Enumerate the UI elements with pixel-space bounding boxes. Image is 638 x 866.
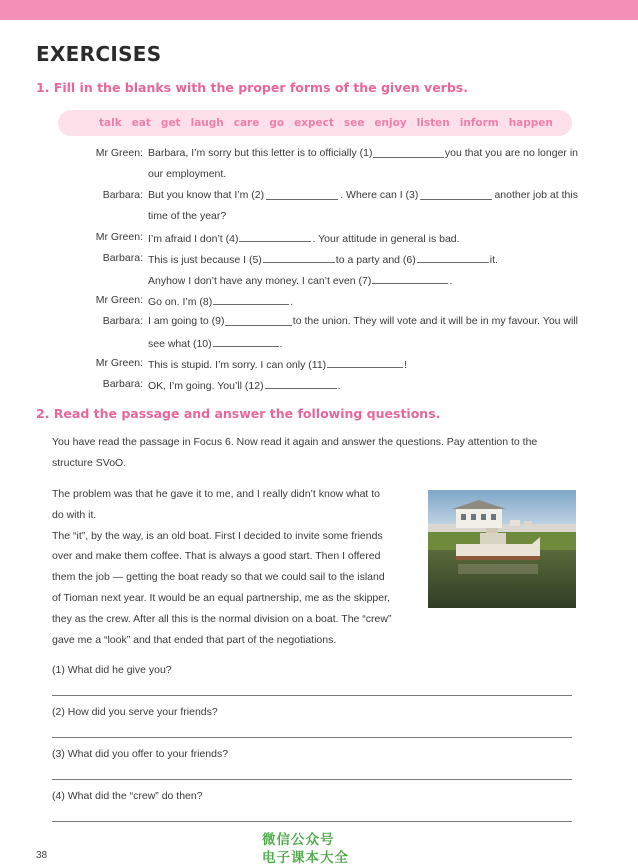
page-number: 38	[36, 850, 48, 861]
speaker-label: Barbara:	[102, 378, 143, 390]
text-segment: I’m afraid I don’t (4)	[148, 233, 239, 245]
dialogue-text	[148, 188, 578, 202]
speaker-label: Barbara:	[102, 252, 143, 264]
text-segment: .	[279, 338, 283, 350]
verb-word: enjoy	[374, 117, 407, 129]
text-segment: you that you are no longer in	[444, 147, 578, 159]
text-segment: Anyhow I don’t have any money. I can’t even (7)	[148, 275, 372, 287]
verb-word: happen	[508, 117, 553, 129]
text-segment: Barbara, I’m sorry but this letter is to officially (1)	[148, 147, 373, 159]
text-segment: Go on. I’m (8)	[148, 296, 213, 308]
answer-blank[interactable]	[420, 188, 492, 200]
passage-line: gave me a “look” and that ended that part of the negotiations.	[52, 633, 337, 646]
speaker-label: Mr Green:	[95, 357, 143, 369]
text-segment: to the union. They will vote and it will be in my favour. You will	[292, 315, 578, 327]
question-4: (4) What did the “crew” do then?	[52, 790, 203, 802]
verb-word: expect	[294, 117, 334, 129]
dialogue-text	[148, 209, 578, 223]
verb-word: talk	[99, 117, 122, 129]
passage-line: over and make them coffee. That is always a good start. Then I offered	[52, 550, 381, 563]
answer-blank[interactable]	[373, 146, 443, 158]
text-segment: to a party and (6)	[335, 254, 416, 266]
dialogue-text	[148, 230, 578, 246]
dialogue-line	[40, 167, 580, 188]
passage-line: The “it”, by the way, is an old boat. First I decided to invite some friends	[52, 529, 383, 542]
text-segment: .	[449, 275, 453, 287]
dialogue-line	[40, 209, 580, 230]
speaker-label: Barbara:	[102, 315, 143, 327]
text-segment: it.	[489, 254, 498, 266]
exercise2-title: 2. Read the passage and answer the following questions.	[36, 406, 441, 421]
text-segment: see what (10)	[148, 338, 212, 350]
boat-photo	[428, 490, 576, 608]
dialogue-text	[148, 335, 578, 351]
text-segment: But you know that I’m (2)	[148, 189, 265, 201]
answer-blank[interactable]	[213, 293, 289, 305]
text-segment: I am going to (9)	[148, 315, 225, 327]
answer-line[interactable]	[52, 737, 572, 738]
dialogue-line	[40, 251, 580, 272]
top-color-bar	[0, 0, 638, 20]
speaker-label: Mr Green:	[95, 294, 143, 306]
answer-blank[interactable]	[239, 230, 311, 242]
dialogue-line	[40, 230, 580, 251]
dialogue-line	[40, 188, 580, 209]
dialogue-text	[148, 356, 578, 372]
answer-blank[interactable]	[372, 272, 448, 284]
dialogue-line	[40, 293, 580, 314]
verb-word: inform	[459, 117, 499, 129]
text-segment: .	[290, 296, 294, 308]
text-segment: This is stupid. I’m sorry. I can only (11)	[148, 359, 327, 371]
dialogue-line	[40, 272, 580, 293]
text-segment: OK, I’m going. You’ll (12)	[148, 380, 264, 392]
verb-word: get	[160, 117, 181, 129]
answer-line[interactable]	[52, 821, 572, 822]
text-segment: time of the year?	[148, 210, 227, 222]
dialogue-text	[148, 272, 578, 288]
dialogue-line	[40, 377, 580, 398]
speaker-label: Barbara:	[102, 189, 143, 201]
answer-line[interactable]	[52, 779, 572, 780]
dialogue	[40, 146, 580, 398]
verb-word: see	[343, 117, 365, 129]
answer-blank[interactable]	[266, 188, 338, 200]
verb-word: go	[269, 117, 285, 129]
text-segment: !	[404, 359, 408, 371]
verb-word: care	[233, 117, 260, 129]
instruction-line: structure SVoO.	[52, 456, 127, 469]
dialogue-text	[148, 167, 578, 181]
text-segment: . Your attitude in general is bad.	[312, 233, 460, 245]
text-segment: another job at this	[494, 189, 578, 201]
speaker-label: Mr Green:	[95, 147, 143, 159]
verb-word: laugh	[190, 117, 224, 129]
dialogue-line	[40, 335, 580, 356]
question-3: (3) What did you offer to your friends?	[52, 748, 229, 760]
passage-line: them the job — getting the boat ready so that we could sail to the island	[52, 571, 385, 584]
verb-word: listen	[416, 117, 450, 129]
watermark-line-2: 电子课本大全	[262, 850, 349, 866]
dialogue-line	[40, 314, 580, 335]
dialogue-text	[148, 314, 578, 328]
passage-line: do with it.	[52, 508, 97, 521]
dialogue-text	[148, 146, 578, 160]
instruction-line: You have read the passage in Focus 6. Now read it again and answer the questions. Pay attention to the	[52, 436, 538, 448]
answer-blank[interactable]	[417, 251, 489, 263]
answer-line[interactable]	[52, 695, 572, 696]
answer-blank[interactable]	[263, 251, 335, 263]
dialogue-text	[148, 251, 578, 267]
answer-blank[interactable]	[213, 335, 279, 347]
answer-blank[interactable]	[225, 314, 291, 326]
answer-blank[interactable]	[327, 356, 403, 368]
word-list	[99, 117, 563, 129]
dialogue-text	[148, 377, 578, 393]
page-title: EXERCISES	[36, 42, 162, 66]
passage-line: The problem was that he gave it to me, and I really didn’t know what to	[52, 488, 381, 500]
watermark-line-1: 微信公众号	[262, 832, 335, 848]
speaker-label: Mr Green:	[95, 231, 143, 243]
verb-word: eat	[131, 117, 151, 129]
question-2: (2) How did you serve your friends?	[52, 706, 218, 718]
text-segment: . Where can I (3)	[340, 189, 419, 201]
text-segment: our employment.	[148, 168, 227, 180]
dialogue-text	[148, 293, 578, 309]
question-1: (1) What did he give you?	[52, 664, 172, 676]
passage-line: of Tioman next year. It would be an equal partnership, me as the skipper,	[52, 591, 390, 604]
instructions	[52, 432, 576, 474]
dialogue-line	[40, 356, 580, 377]
answer-blank[interactable]	[265, 377, 337, 389]
passage-line: they as the crew. After all this is the normal division on a boat. The “crew”	[52, 612, 392, 625]
text-segment: This is just because I (5)	[148, 254, 262, 266]
exercise1-title: 1. Fill in the blanks with the proper forms of the given verbs.	[36, 80, 468, 95]
dialogue-line	[40, 146, 580, 167]
text-segment: .	[337, 380, 341, 392]
passage	[52, 484, 419, 650]
boat-photo-image	[428, 490, 576, 608]
